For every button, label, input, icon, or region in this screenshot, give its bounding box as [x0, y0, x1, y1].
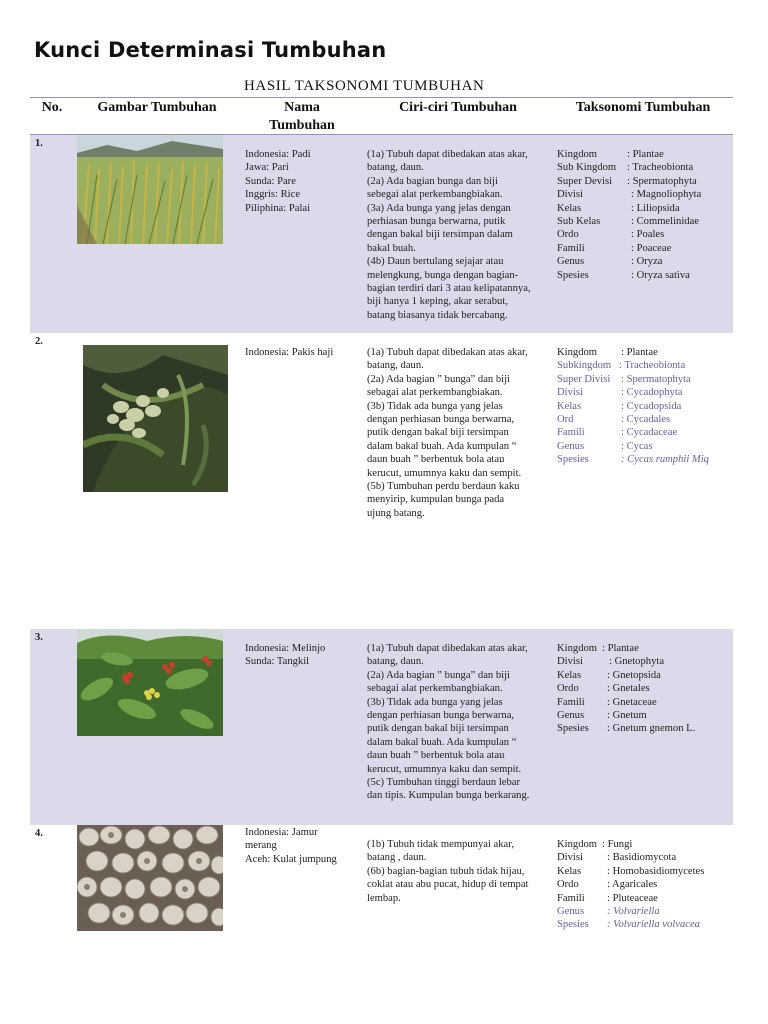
ciri-line: putik dengan bakal biji tersimpan [367, 427, 509, 439]
taxon-rank: Ordo [557, 879, 579, 891]
taxon-rank: Famili [557, 427, 585, 439]
header-ciri: Ciri-ciri Tumbuhan [399, 100, 517, 115]
ciri-line: dan tipis. Kumpulan bunga berkarang. [367, 790, 530, 802]
row-number: 1. [35, 138, 43, 149]
row-number: 4. [35, 828, 43, 839]
ciri-line: dengan perhiasan bunga berwarna, [367, 414, 515, 426]
nama-item: Sunda: Pare [245, 175, 296, 187]
taxon-rank: Kingdom [557, 839, 598, 850]
nama-item: Jawa: Pari [245, 162, 289, 174]
taxon-value: : Plantae [627, 149, 664, 160]
header-no: No. [41, 100, 63, 115]
taxon-value: : Fungi [602, 839, 633, 850]
ciri-line: daun buah ” berbentuk bola atau [367, 454, 505, 466]
taksonomi-list [557, 642, 733, 736]
row-number: 3. [35, 632, 43, 643]
ciri-line: bagian terdiri dari 3 atau kelipatannya, [367, 283, 531, 295]
taxon-value: : Basidiomycota [607, 852, 677, 864]
taxon-rank: Famili [557, 892, 585, 904]
ciri-line: biji hanya 1 keping, akar serabut, [367, 296, 508, 308]
ciri-line: melengkung, bunga dengan bagian- [367, 269, 519, 281]
taxon-rank: Kingdom [557, 347, 598, 358]
ciri-line: batang biasanya tidak bercabang. [367, 309, 508, 321]
taxon-rank: Subkingdom [557, 360, 612, 372]
ciri-ciri-text [367, 838, 529, 905]
ciri-line: (3b) Tidak ada bunga yang jelas [367, 696, 503, 708]
document-title: Kunci Determinasi Tumbuhan [34, 38, 387, 62]
ciri-line: dengan perhiasan bunga berwarna, [367, 710, 515, 722]
taxon-rank: Famili [557, 696, 585, 708]
taxon-value: : Gnetales [607, 683, 650, 695]
taxon-value: : Commelinidae [631, 215, 699, 227]
ciri-ciri-text [367, 148, 531, 322]
taxon-rank: Spesies [557, 919, 589, 931]
taxon-rank: Kingdom [557, 643, 598, 654]
ciri-line: dalam bakal buah. Ada kumpulan “ [367, 736, 517, 748]
ciri-line: (2a) Ada bagian ” bunga” dan biji [367, 373, 510, 385]
taxon-rank: Genus [557, 905, 585, 917]
ciri-line: kerucut, umumnya kaku dan sempit. [367, 467, 522, 479]
taxon-rank: Ordo [557, 229, 579, 241]
taxon-value: : Poaceae [631, 242, 672, 254]
nama-tumbuhan-list [245, 642, 325, 669]
taxon-rank: Sub Kingdom [557, 162, 617, 174]
row-number: 2. [35, 336, 43, 347]
ciri-line: coklat atau abu pucat, hidup di tempat [367, 879, 529, 891]
nama-item: Inggris: Rice [245, 189, 301, 201]
nama-item: merang [245, 840, 277, 852]
nama-item: Indonesia: Melinjo [245, 643, 326, 654]
table-top-rule [30, 97, 733, 98]
taxon-value: : Gnetophyta [609, 656, 665, 668]
ciri-line: batang , daun. [367, 852, 427, 864]
taxon-value: : Plantae [621, 347, 658, 358]
ciri-line: (3b) Tidak ada bunga yang jelas [367, 400, 503, 412]
taxon-rank: Genus [557, 709, 585, 721]
taxon-value: : Poales [631, 229, 665, 241]
taxon-value: : Cycadopsida [621, 400, 682, 412]
nama-tumbuhan-list [245, 148, 311, 215]
ciri-line: dalam bakal buah. Ada kumpulan “ [367, 440, 517, 452]
ciri-line: dengan bakal biji tersimpan dalam [367, 229, 513, 241]
taxon-rank: Kelas [557, 400, 582, 412]
taxon-rank: Divisi [557, 189, 583, 201]
taksonomi-list [557, 346, 733, 467]
ciri-line: sebegai alat perkembangbiakan. [367, 189, 503, 201]
ciri-ciri-text [367, 642, 529, 803]
table-row-1 [30, 135, 733, 333]
ciri-ciri-text [367, 346, 528, 520]
ciri-line: (1a) Tubuh dapat dibedakan atas akar, [367, 149, 528, 160]
taxon-rank: Spesies [557, 454, 589, 466]
nama-tumbuhan-list [245, 346, 333, 359]
taxon-rank: Ord [557, 413, 574, 425]
cycas-plant-photo [83, 345, 228, 492]
taxon-rank: Genus [557, 440, 585, 452]
ciri-line: (3a) Ada bunga yang jelas dengan [367, 202, 511, 214]
ciri-line: sebagai alat perkembangbiakan. [367, 683, 503, 695]
ciri-line: (2a) Ada bagian ” bunga” dan biji [367, 669, 510, 681]
ciri-line: putik dengan bakal biji tersimpan [367, 723, 509, 735]
header-nama-line1: Nama [284, 100, 320, 115]
ciri-line: batang, daun. [367, 162, 424, 174]
table-caption: HASIL TAKSONOMI TUMBUHAN [244, 78, 485, 94]
melinjo-plant-photo [77, 629, 223, 736]
header-gambar: Gambar Tumbuhan [97, 100, 217, 115]
taxon-value: : Liliopsida [631, 202, 680, 214]
table-row-2 [30, 333, 733, 629]
taxon-rank: Spesies [557, 269, 589, 281]
ciri-line: (6b) bagian-bagian tubuh tidak hijau, [367, 865, 525, 877]
taxon-rank: Spesies [557, 723, 589, 735]
nama-tumbuhan-list [245, 826, 337, 866]
nama-item: Aceh: Kulat jumpung [245, 853, 337, 865]
taxon-value: : Tracheobionta [619, 360, 686, 372]
header-nama-line2: Tumbuhan [269, 118, 335, 133]
taxon-value: : Agaricales [607, 879, 658, 891]
taxon-value: : Gnetum [607, 709, 647, 721]
taxon-value: : Spermatophyta [627, 175, 697, 187]
taxon-value: : Oryza [631, 256, 663, 268]
ciri-line: sebagai alat perkembangbiakan. [367, 387, 503, 399]
taxon-value: : Plantae [602, 643, 639, 654]
ciri-line: batang, daun. [367, 656, 424, 668]
taxon-value: : Magnoliophyta [631, 189, 702, 201]
taxon-value: : Oryza sativa [631, 269, 690, 281]
ciri-line: kerucut, umumnya kaku dan sempit. [367, 763, 522, 775]
ciri-line: (1a) Tubuh dapat dibedakan atas akar, [367, 643, 528, 654]
taxon-rank: Ordo [557, 683, 579, 695]
taxon-rank: Super Devisi [557, 175, 613, 187]
ciri-line: (2a) Ada bagian bunga dan biji [367, 175, 498, 187]
ciri-line: perhiasan bunga berwarna, putik [367, 216, 506, 228]
table-row-4 [30, 825, 733, 945]
taxon-rank: Divisi [557, 656, 583, 668]
ciri-line: (5b) Tumbuhan perdu berdaun kaku [367, 481, 520, 493]
ciri-line: (1b) Tubuh tidak mempunyai akar, [367, 839, 514, 850]
taxon-value: : Cycadales [621, 413, 671, 425]
ciri-line: (1a) Tubuh dapat dibedakan atas akar, [367, 347, 528, 358]
nama-item: Indonesia: Jamur [245, 827, 318, 838]
table-row-3 [30, 629, 733, 825]
taxon-value: : Homobasidiomycetes [607, 865, 705, 877]
taxon-value: : Volvariella volvacea [607, 919, 700, 931]
taxon-rank: Super Divisi [557, 373, 611, 385]
taxon-rank: Kelas [557, 202, 582, 214]
straw-mushroom-photo [77, 825, 223, 931]
taxon-value: : Gnetopsida [607, 669, 661, 681]
taxon-rank: Sub Kelas [557, 215, 601, 227]
ciri-line: menyirip, kumpulan bunga pada [367, 494, 505, 506]
taxon-value: : Cycas [621, 440, 653, 452]
taxon-value: : Cycas rumphii Miq [621, 454, 709, 466]
taxon-value: : Volvariella [607, 905, 660, 917]
nama-item: Piliphina: Palai [245, 202, 311, 214]
taxon-value: : Pluteaceae [607, 892, 658, 904]
taxon-rank: Kelas [557, 865, 582, 877]
taksonomi-list [557, 838, 733, 932]
taxon-value: : Spermatophyta [621, 373, 691, 385]
ciri-line: (4b) Daun bertulang sejajar atau [367, 256, 504, 268]
taxon-value: : Cycadophyta [621, 387, 683, 399]
taxon-rank: Genus [557, 256, 585, 268]
ciri-line: (5c) Tumbuhan tinggi berdaun lebar [367, 777, 520, 789]
taxon-rank: Kelas [557, 669, 582, 681]
taxon-rank: Kingdom [557, 149, 598, 160]
ciri-line: ujung batang. [367, 507, 425, 519]
header-nama [243, 99, 361, 135]
rice-paddy-photo [77, 135, 223, 244]
nama-item: Indonesia: Padi [245, 149, 311, 160]
taxon-value: : Gnetaceae [607, 696, 657, 708]
taxon-rank: Famili [557, 242, 585, 254]
taxon-value: : Gnetum gnemon L. [607, 723, 696, 735]
taxon-value: : Cycadaceae [621, 427, 678, 439]
nama-item: Sunda: Tangkil [245, 656, 310, 668]
ciri-line: daun buah ” berbentuk bola atau [367, 750, 505, 762]
ciri-line: lembap. [367, 892, 401, 904]
ciri-line: bakal buah. [367, 242, 416, 254]
taksonomi-list [557, 148, 733, 282]
header-taksonomi: Taksonomi Tumbuhan [575, 100, 711, 115]
taxon-rank: Divisi [557, 387, 583, 399]
nama-item: Indonesia: Pakis haji [245, 347, 334, 358]
taxon-rank: Divisi [557, 852, 583, 864]
taxon-value: : Tracheobionta [627, 162, 694, 174]
ciri-line: batang, daun. [367, 360, 424, 372]
